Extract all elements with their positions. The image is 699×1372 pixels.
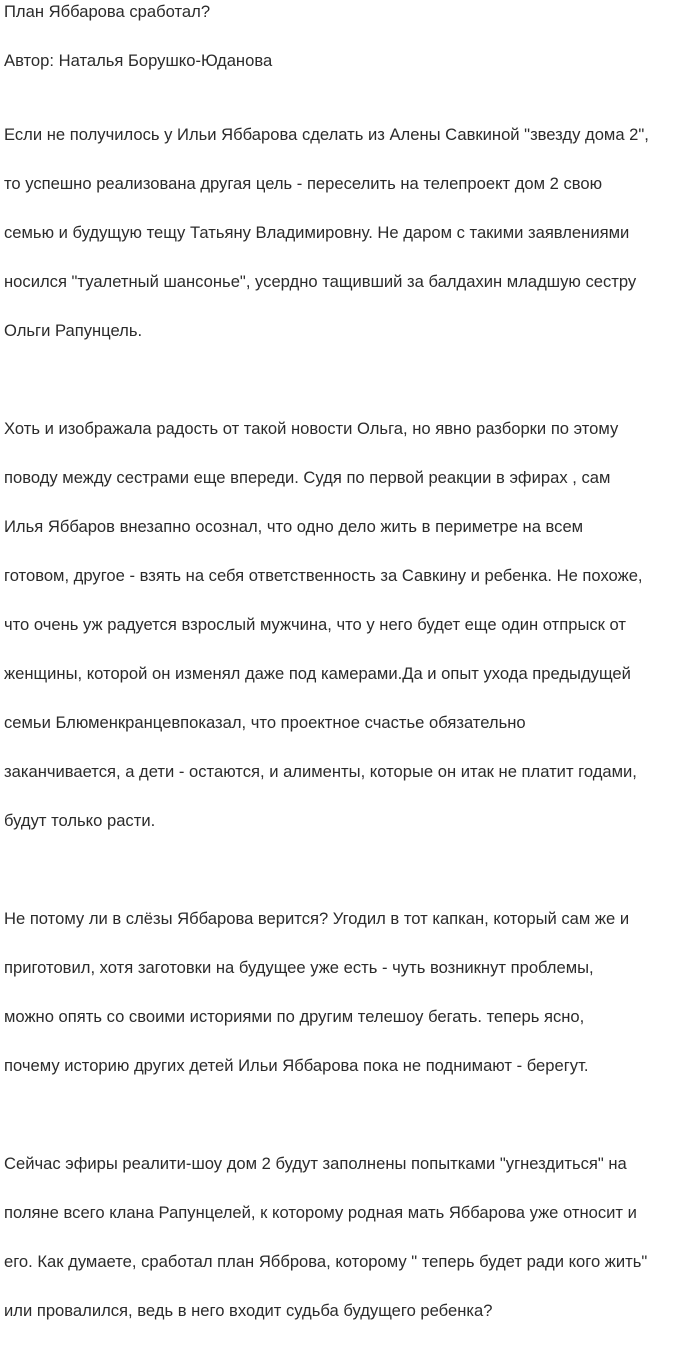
paragraph-line: Не потому ли в слёзы Яббарова верится? Угодил в тот капкан, который сам же и <box>4 908 630 928</box>
paragraph-line: то успешно реализована другая цель - переселить на телепроект дом 2 свою <box>4 173 603 193</box>
article-title: План Яббарова сработал? <box>4 2 211 21</box>
paragraph-line: Илья Яббаров внезапно осознал, что одно дело жить в периметре на всем <box>4 516 584 536</box>
article <box>4 0 694 1372</box>
paragraph-4 <box>4 1127 694 1348</box>
paragraph-line: готовом, другое - взять на себя ответственность за Савкину и ребенка. Не похоже, <box>4 565 643 585</box>
article-author: Автор: Наталья Борушко-Юданова <box>4 51 273 70</box>
paragraph-line: почему историю других детей Ильи Яббарова пока не поднимают - берегут. <box>4 1055 589 1075</box>
paragraph-line: женщины, которой он изменял даже под камерами.Да и опыт ухода предыдущей <box>4 663 631 683</box>
paragraph-2 <box>4 392 694 858</box>
paragraph-line: будут только расти. <box>4 810 156 830</box>
paragraph-line: семьи Блюменкранцевпоказал, что проектное счастье обязательно <box>4 712 526 732</box>
paragraph-line: Хоть и изображала радость от такой новости Ольга, но явно разборки по этому <box>4 418 619 438</box>
paragraph-line: Сейчас эфиры реалити-шоу дом 2 будут заполнены попытками "угнездиться" на <box>4 1153 627 1173</box>
paragraph-3 <box>4 882 694 1103</box>
paragraph-line: поляне всего клана Рапунцелей, к которому родная мать Яббарова уже относит и <box>4 1202 637 1222</box>
paragraph-line: Если не получилось у Ильи Яббарова сделать из Алены Савкиной "звезду дома 2", <box>4 124 649 144</box>
paragraph-line: можно опять со своими историями по другим телешоу бегать. теперь ясно, <box>4 1006 585 1026</box>
paragraph-line: или провалился, ведь в него входит судьба будущего ребенка? <box>4 1300 493 1320</box>
paragraph-line: поводу между сестрами еще впереди. Судя по первой реакции в эфирах , сам <box>4 467 611 487</box>
paragraph-line: приготовил, хотя заготовки на будущее уже есть - чуть возникнут проблемы, <box>4 957 594 977</box>
paragraph-line: Ольги Рапунцель. <box>4 320 143 340</box>
paragraph-line: что очень уж радуется взрослый мужчина, что у него будет еще один отпрыск от <box>4 614 627 634</box>
paragraph-line: заканчивается, а дети - остаются, и алименты, которые он итак не платит годами, <box>4 761 637 781</box>
paragraph-line: носился "туалетный шансонье", усердно тащивший за балдахин младшую сестру <box>4 271 637 291</box>
paragraph-line: его. Как думаете, сработал план Ябброва, которому " теперь будет ради кого жить" <box>4 1251 648 1271</box>
paragraph-line: семью и будущую тещу Татьяну Владимировну. Не даром с такими заявлениями <box>4 222 630 242</box>
paragraph-1 <box>4 98 694 368</box>
